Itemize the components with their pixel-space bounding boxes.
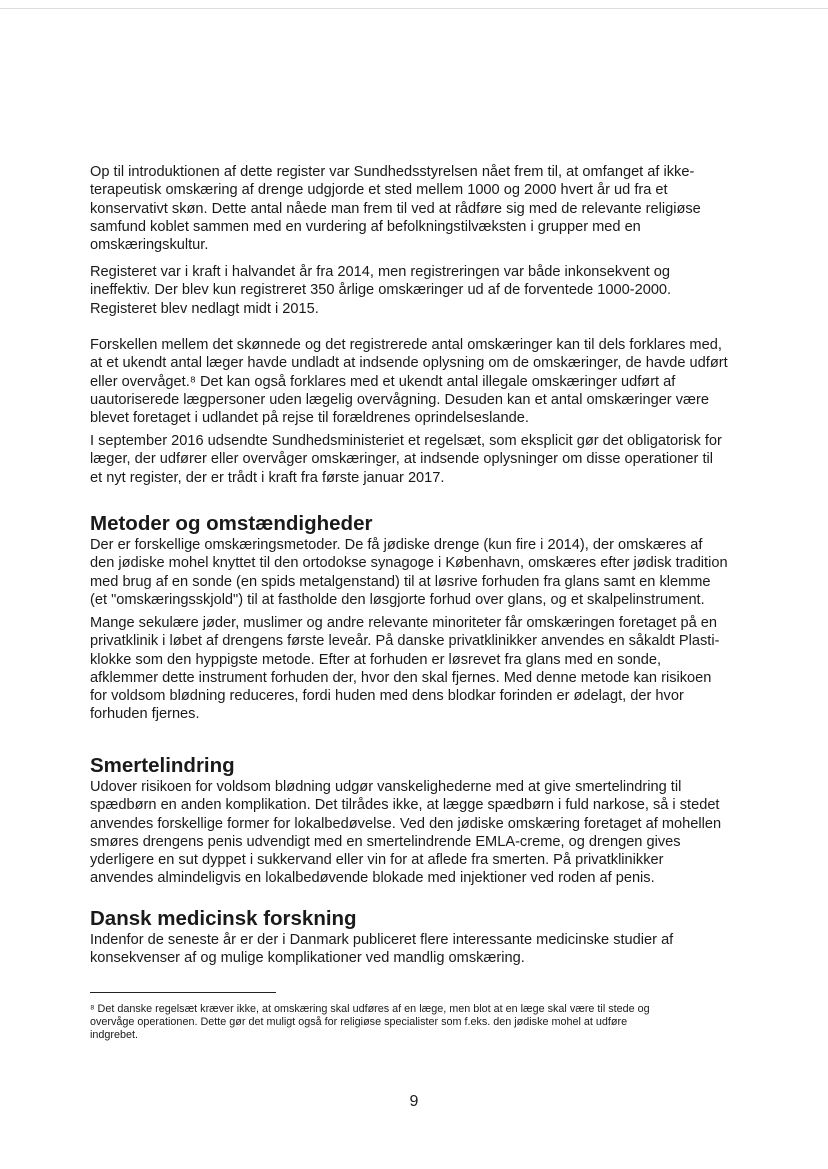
text-line: for voldsom blødning reduceres, fordi huden med dens blodkar forinden er ødelagt, der hvor [90, 688, 684, 705]
paragraph-clinics [90, 614, 750, 724]
text-line: konsekvenser af og mulige komplikationer ved mandlig omskæring. [90, 950, 525, 967]
text-line: Forskellen mellem det skønnede og det registrerede antal omskæringer kan til dels forklares med, [90, 337, 722, 353]
text-line: ⁸ Det danske regelsæt kræver ikke, at omskæring skal udføres af en læge, men blot at en læge skal være til stede og [90, 1003, 650, 1015]
text-line: anvendes forskellige former for lokalbedøvelse. Ved den jødiske omskæring foretaget af mohellen [90, 815, 722, 832]
heading-dansk-forskning: Dansk medicinsk forskning [90, 907, 357, 930]
footnote [90, 1003, 750, 1042]
text-line: overvåge operationen. Dette gør det muligt også for religiøse specialister som f.eks. den jødiske mohel at udføre [90, 1016, 628, 1028]
text-line: afklemmer dette instrument forhuden der, hvor den skal fjernes. Med denne metode kan risikoen [90, 669, 712, 686]
text-line: et nyt register, der er trådt i kraft fra første januar 2017. [90, 469, 445, 486]
text-line: (et "omskæringsskjold") til at fastholde den løsgjorte forhud over glans, og et skalpelinstrument. [90, 591, 705, 608]
paragraph-register-intro [90, 163, 750, 254]
text-line: smøres drengens penis udvendigt med en smertelindrende EMLA-creme, og drengen gives [90, 833, 681, 850]
text-line: blevet foretaget i udlandet på rejse til forældrenes oprindelseslande. [90, 410, 529, 427]
text-line: læger, der udfører eller overvåger omskæringer, at indsende oplysninger om disse operationer til [90, 451, 713, 468]
text-line: spædbørn en anden komplikation. Det tilrådes ikke, at lægge spædbørn i fuld narkose, så i stedet [90, 797, 720, 814]
page-edge [0, 8, 828, 9]
page-number: 9 [409, 1093, 419, 1110]
text-line: Op til introduktionen af dette register var Sundhedsstyrelsen nået frem til, at omfanget af ikke- [90, 164, 695, 180]
text-line: konservativt skøn. Dette antal nåede man frem til ved at rådføre sig med de relevante religiøse [90, 200, 701, 217]
text-line: klokke som den hyppigste metode. Efter at forhuden er løsrevet fra glans med en sonde, [90, 651, 662, 668]
paragraph-research [90, 931, 750, 968]
paragraph-register-effect [90, 263, 750, 318]
text-line: eller overvåget.⁸ Det kan også forklares med et ukendt antal illegale omskæringer udført af [90, 373, 676, 390]
text-line: privatklinik i løbet af drengens første leveår. På danske privatklinikker anvendes en såkaldt Plasti- [90, 633, 720, 650]
paragraph-methods [90, 536, 750, 609]
text-line: ineffektiv. Der blev kun registreret 350 årlige omskæringer ud af de forventede 1000-2000. [90, 282, 672, 299]
text-line: samfund koblet sammen med en vurdering af befolkningstilvæksten i grupper med en [90, 218, 641, 235]
paragraph-difference [90, 336, 750, 427]
text-line: den jødiske mohel knyttet til den ortodokse synagoge i København, omskæres efter jødisk tradition [90, 555, 728, 572]
text-line: Der er forskellige omskæringsmetoder. De få jødiske drenge (kun fire i 2014), der omskæres af [90, 537, 703, 553]
text-line: med brug af en sonde (en spids metalgenstand) til at løsrive forhuden fra glans samt en klemme [90, 573, 711, 590]
heading-metoder: Metoder og omstændigheder [90, 512, 373, 535]
text-line: forhuden fjernes. [90, 706, 200, 723]
text-line: Registeret blev nedlagt midt i 2015. [90, 300, 319, 317]
footnote-rule [90, 992, 276, 993]
text-line: Udover risikoen for voldsom blødning udgør vanskelighederne med at give smertelindring til [90, 779, 682, 795]
paragraph-pain-relief [90, 778, 750, 888]
text-line: uautoriserede lægpersoner uden lægelig overvågning. Desuden kan et antal omskæringer være [90, 391, 709, 408]
text-line: indgrebet. [90, 1029, 139, 1041]
heading-smertelindring: Smertelindring [90, 754, 235, 777]
text-line: omskæringskultur. [90, 237, 209, 254]
text-line: terapeutisk omskæring af drenge udgjorde et sted mellem 1000 og 2000 hvert år ud fra et [90, 182, 668, 199]
text-line: Mange sekulære jøder, muslimer og andre relevante minoriteter får omskæringen foretaget på en [90, 615, 718, 631]
text-line: Indenfor de seneste år er der i Danmark publiceret flere interessante medicinske studier af [90, 932, 674, 948]
text-line: anvendes almindeligvis en lokalbedøvende blokade med injektioner ved roden af penis. [90, 870, 655, 887]
text-line: Registeret var i kraft i halvandet år fra 2014, men registreringen var både inkonsekvent og [90, 264, 671, 280]
text-line: yderligere en sut dyppet i sukkervand eller vin for at aflede fra smerten. På privatklinikker [90, 852, 664, 869]
paragraph-new-register [90, 432, 750, 487]
text-line: at et ukendt antal læger havde undladt at indsende oplysning om de omskæringer, de havde udført [90, 355, 728, 372]
text-line: I september 2016 udsendte Sundhedsministeriet et regelsæt, som eksplicit gør det obligatorisk for [90, 433, 722, 449]
